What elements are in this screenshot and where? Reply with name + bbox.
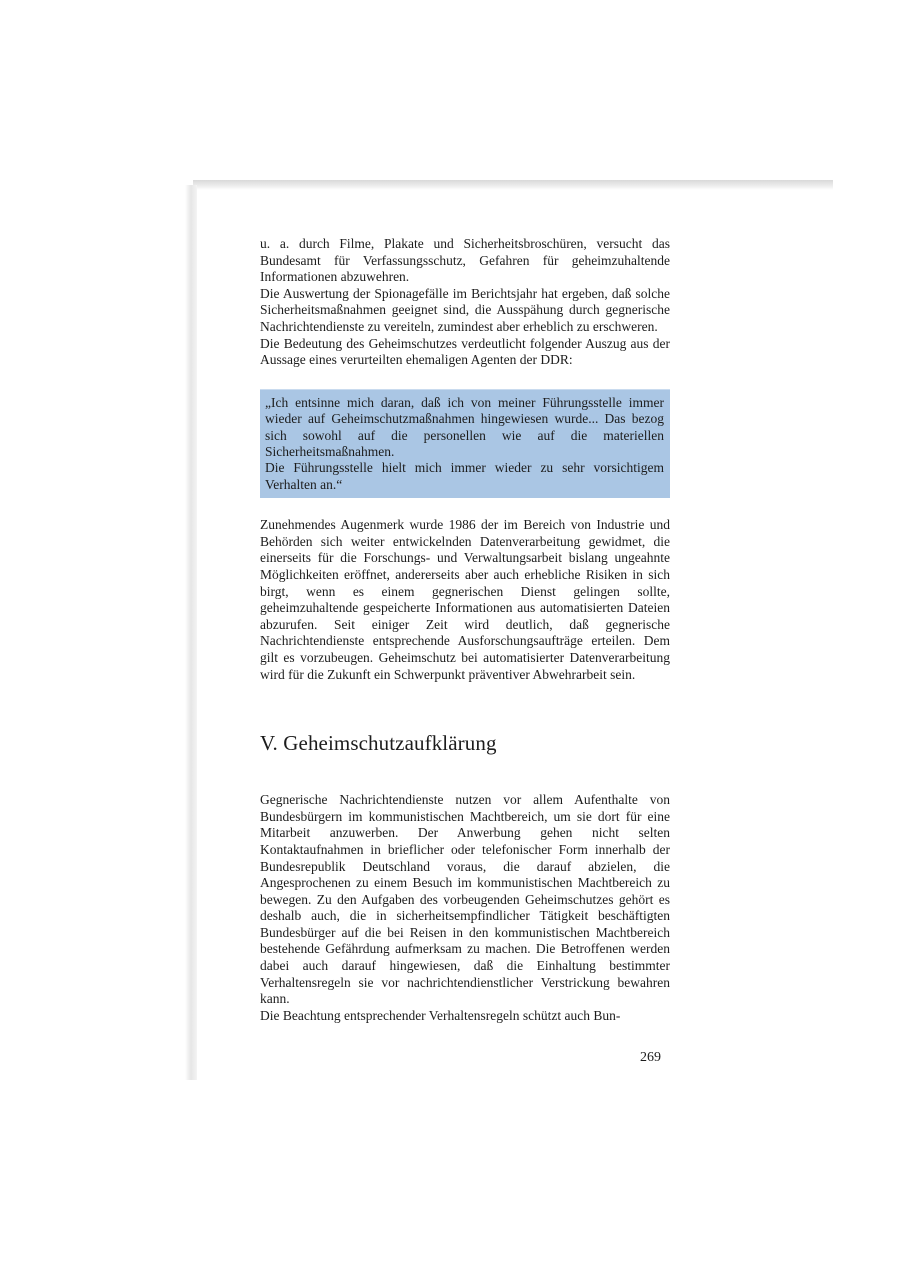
document-page [260, 236, 670, 1024]
scan-left-edge [185, 185, 197, 1080]
paragraph-intro: u. a. durch Filme, Plakate und Sicherheitsbroschüren, versucht das Bundesamt für Verfassungsschutz, Gefahren für geheimzuhaltende Informationen abzuwehren. [260, 236, 670, 285]
paragraph-data-processing: Zunehmendes Augenmerk wurde 1986 der im Bereich von Industrie und Behörden sich weiter entwickelnden Datenverarbeitung gewidmet, die einerseits für die Forschungs- und Verwaltungsarbeit bislang ungeahnte Möglichkeiten eröffnet, andererseits aber auch erhebliche Risiken in sich birgt, wenn es einem gegnerischen Dienst gelingen sollte, geheimzuhaltende gespeicherte Informationen aus automatisierten Dateien abzurufen. Seit einiger Zeit wird deutlich, daß gegnerische Nachrichtendienste entsprechende Ausforschungsaufträge erteilen. Dem gilt es vorzubeugen. Geheimschutz bei automatisierter Datenverarbeitung wird für die Zukunft ein Schwerpunkt präventiver Abwehrarbeit sein. [260, 517, 670, 682]
page-number: 269 [640, 1050, 661, 1065]
paragraph-rules: Die Beachtung entsprechender Verhaltensregeln schützt auch Bun- [260, 1007, 621, 1023]
paragraph-recruitment: Gegnerische Nachrichtendienste nutzen vor allem Aufenthalte von Bundesbürgern im kommunistischen Machtbereich, um sie dort für eine Mitarbeit anzuwerben. Der Anwerbung gehen nicht selten Kontaktaufnahmen in brieflicher oder telefonischer Form innerhalb der Bundesrepublik Deutschland voraus, die darauf abzielen, die Angesprochenen zu einem Besuch im kommunistischen Machtbereich zu bewegen. Zu den Aufgaben des vorbeugenden Geheimschutzes gehört es deshalb auch, die in sicherheitsempfindlicher Tätigkeit beschäftigten Bundesbürger auf die bei Reisen in den kommunistischen Machtbereich bestehende Gefährdung aufmerksam zu machen. Die Betroffenen werden dabei auch darauf hingewiesen, daß die Einhaltung bestimmter Verhaltensregeln sie vor nachrichtendienstlicher Verstrickung bewahren kann. [260, 792, 670, 1007]
section-heading: V. Geheimschutzaufklärung [260, 731, 497, 756]
paragraph-evaluation: Die Auswertung der Spionagefälle im Berichtsjahr hat ergeben, daß solche Sicherheitsmaßnahmen geeignet sind, die Ausspähung durch gegnerische Nachrichtendienste zu vereiteln, zumindest aber erheblich zu erschweren. [260, 285, 670, 334]
quote-paragraph-1: „Ich entsinne mich daran, daß ich von meiner Führungsstelle immer wieder auf Geheimschutzmaßnahmen hingewiesen wurde... Das bezog sich sowohl auf die personellen wie auf die materiellen Sicherheitsmaßnahmen. [265, 394, 664, 459]
quote-paragraph-2: Die Führungsstelle hielt mich immer wieder zu sehr vorsichtigem Verhalten an.“ [265, 460, 664, 492]
scan-top-edge [193, 180, 833, 190]
paragraph-quote-lead: Die Bedeutung des Geheimschutzes verdeutlicht folgender Auszug aus der Aussage eines verurteilten ehemaligen Agenten der DDR: [260, 335, 670, 368]
highlighted-quote [260, 389, 670, 498]
